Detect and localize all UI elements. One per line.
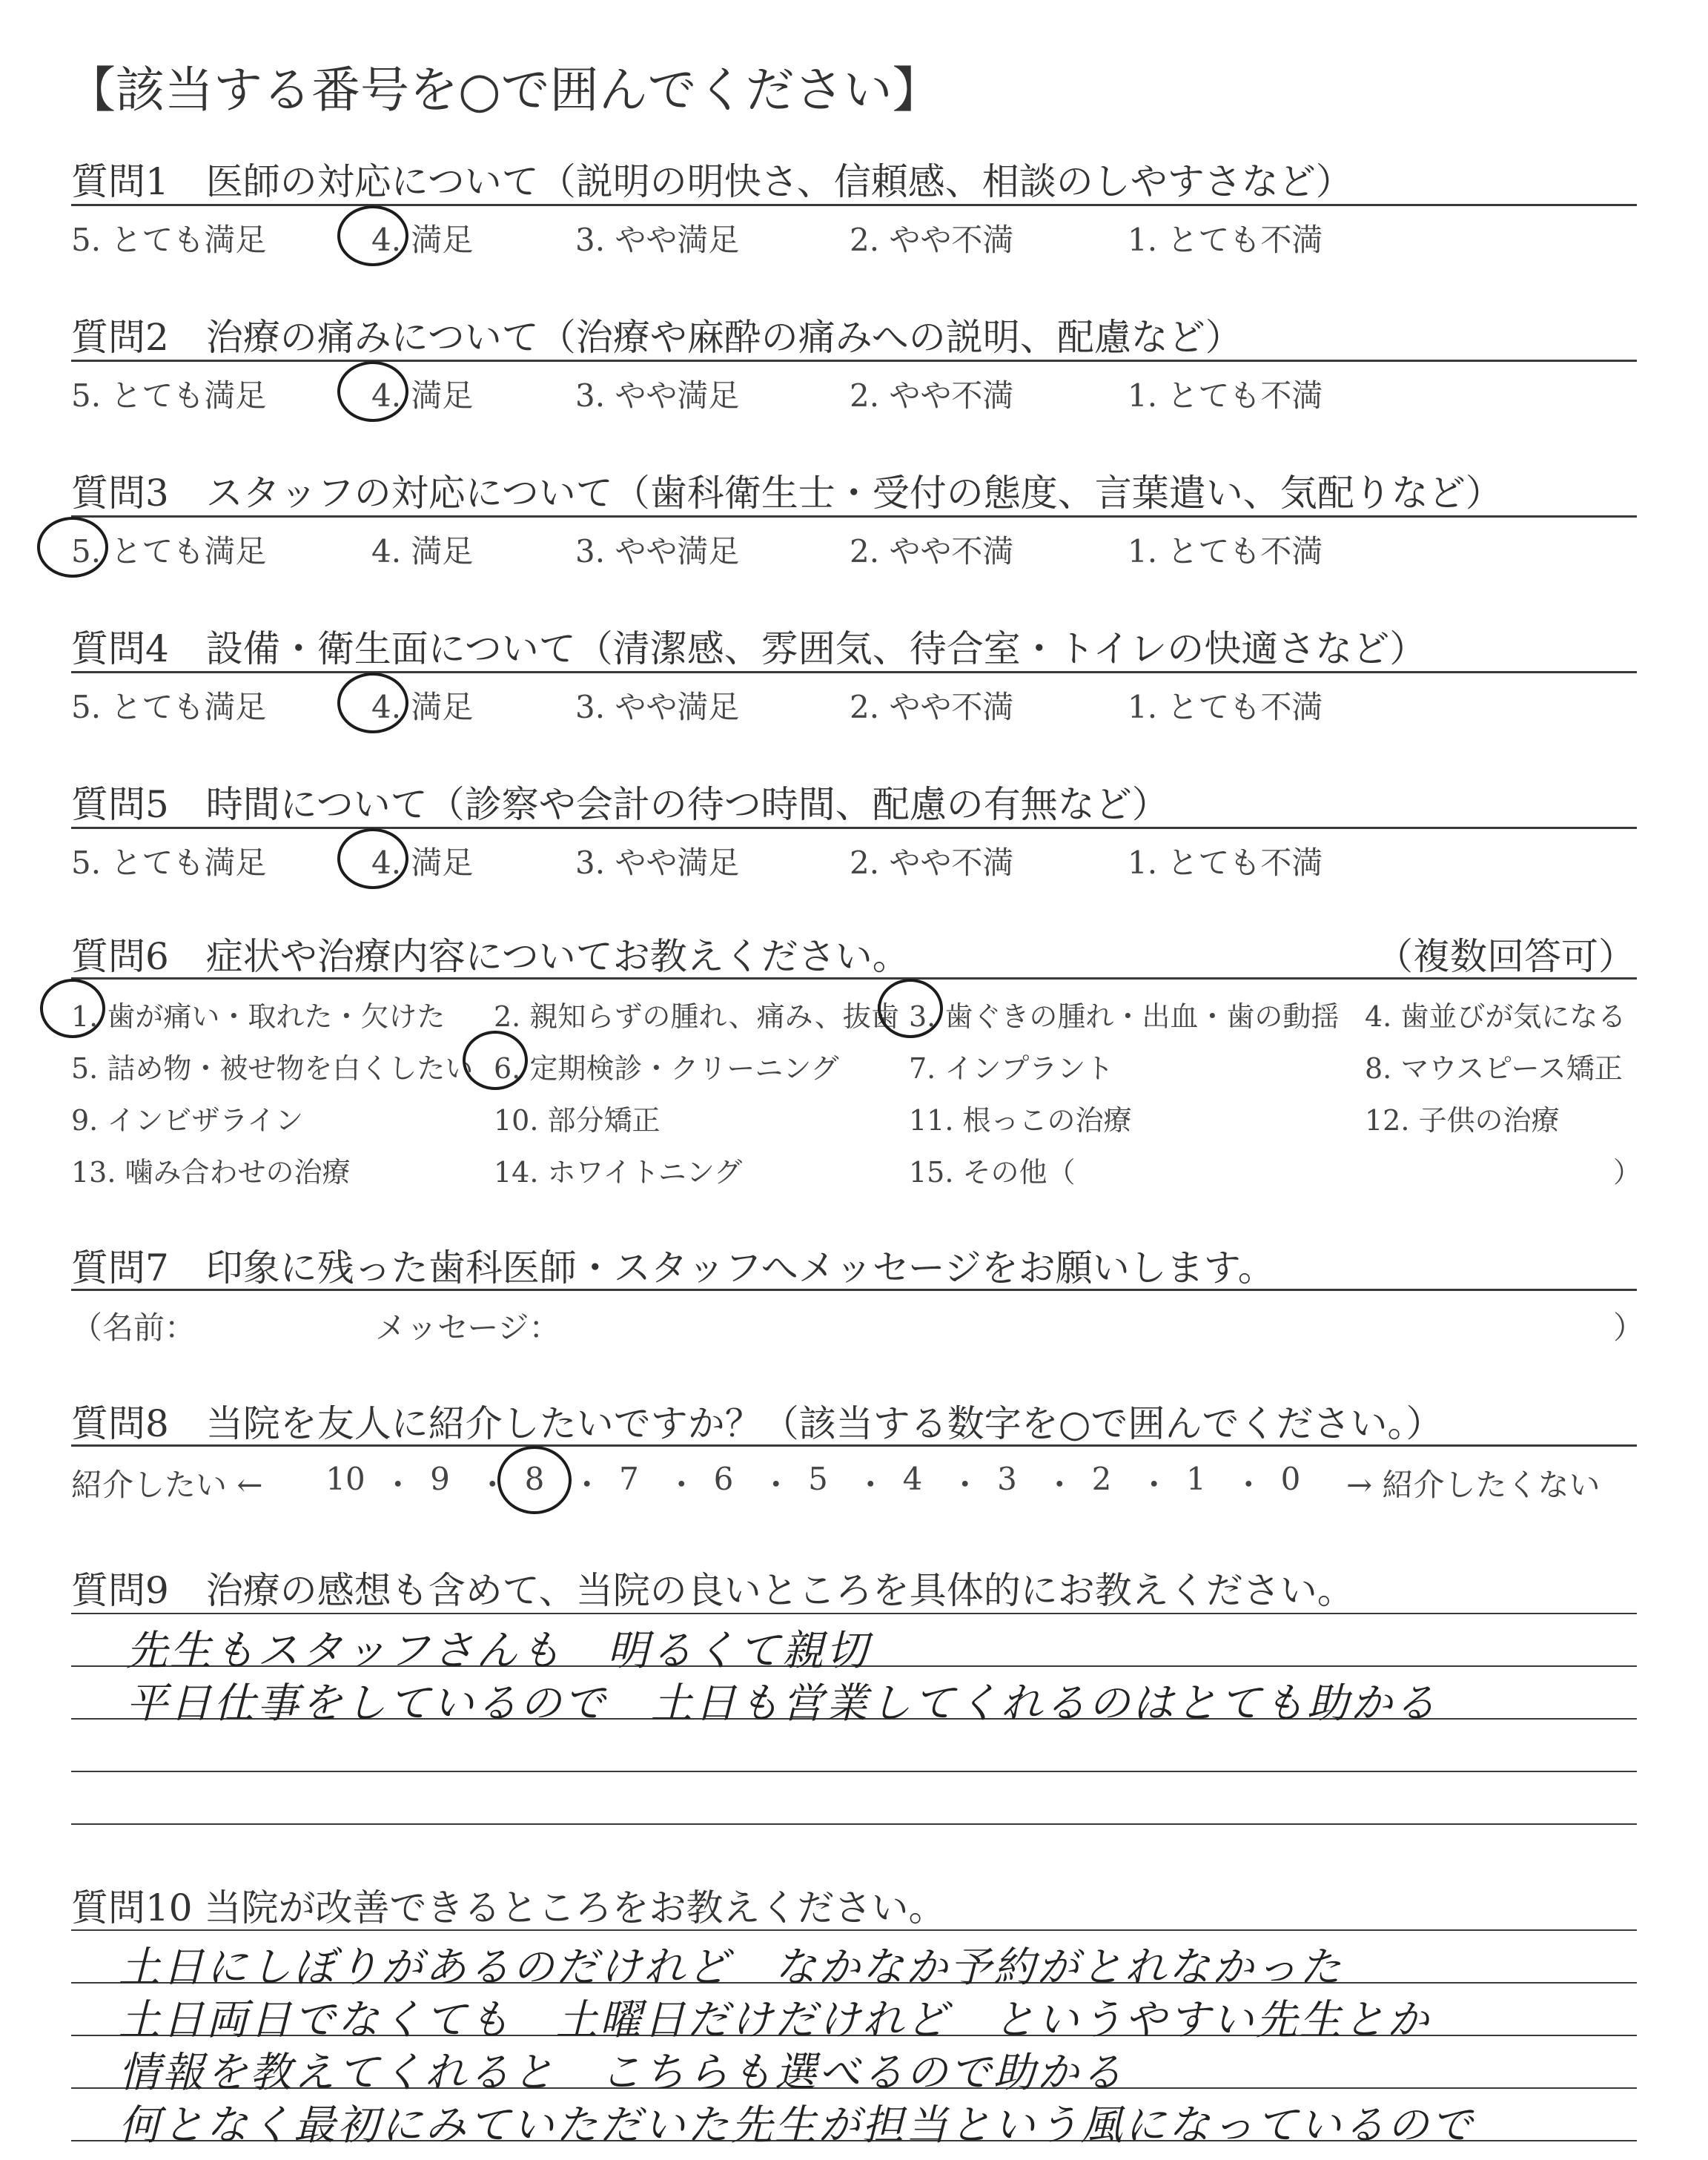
question-3-title: 質問3 スタッフの対応について（歯科衛生士・受付の態度、言葉遣い、気配りなど） xyxy=(71,472,1503,515)
scale-value-0[interactable]: 0 xyxy=(1280,1461,1301,1497)
rating-option-4[interactable]: 4. 満足 xyxy=(371,533,474,569)
scale-left-label: 紹介したい ← xyxy=(71,1467,263,1503)
other-close-paren: ） xyxy=(1613,1156,1642,1189)
scale-separator: ・ xyxy=(571,1467,603,1503)
scale-value-2[interactable]: 2 xyxy=(1091,1461,1112,1497)
symptom-option[interactable]: 13. 噛み合わせの治療 xyxy=(71,1156,351,1189)
q10-answer-line-4: 何となく最初にみていただいた先生が担当という風になっているので xyxy=(119,2101,1474,2150)
rating-option-3[interactable]: 3. やや満足 xyxy=(575,222,740,258)
question-4-title: 質問4 設備・衛生面について（清潔感、雰囲気、待合室・トイレの快適さなど） xyxy=(71,627,1427,670)
selected-circle-mark xyxy=(40,979,105,1038)
question-6-title: 質問6 症状や治療内容についてお教えください。 xyxy=(71,935,910,978)
page-title: 【該当する番号を○で囲んでください】 xyxy=(67,62,941,119)
rating-option-5[interactable]: 5. とても満足 xyxy=(71,533,267,569)
scale-value-8[interactable]: 8 xyxy=(524,1461,545,1497)
symptom-option[interactable]: 3. 歯ぐきの腫れ・出血・歯の動揺 xyxy=(909,1000,1340,1033)
question-8-title: 質問8 当院を友人に紹介したいですか？（該当する数字を○で囲んでください。） xyxy=(71,1402,1443,1445)
question-5 xyxy=(71,775,1637,901)
rating-option-4[interactable]: 4. 満足 xyxy=(371,689,474,725)
rating-option-3[interactable]: 3. やや満足 xyxy=(575,845,740,881)
question-5-title: 質問5 時間について（診察や会計の待つ時間、配慮の有無など） xyxy=(71,783,1169,826)
rating-option-1[interactable]: 1. とても不満 xyxy=(1128,845,1323,881)
rating-option-2[interactable]: 2. やや不満 xyxy=(850,222,1014,258)
selected-circle-mark xyxy=(878,979,943,1038)
rating-option-4[interactable]: 4. 満足 xyxy=(371,377,474,414)
question-10-title: 質問10 当院が改善できるところをお教えください。 xyxy=(71,1886,946,1929)
name-label: （名前： xyxy=(71,1309,196,1346)
scale-value-9[interactable]: 9 xyxy=(430,1461,450,1497)
question-6 xyxy=(71,927,1642,1194)
rating-option-2[interactable]: 2. やや不満 xyxy=(850,845,1014,881)
rating-option-3[interactable]: 3. やや満足 xyxy=(575,689,740,725)
scale-separator: ・ xyxy=(477,1467,509,1503)
rating-option-1[interactable]: 1. とても不満 xyxy=(1128,689,1323,725)
scale-separator: ・ xyxy=(382,1467,414,1503)
selected-circle-mark xyxy=(337,361,408,422)
symptom-option[interactable]: 2. 親知らずの腫れ、痛み、抜歯 xyxy=(494,1000,899,1033)
rating-option-2[interactable]: 2. やや不満 xyxy=(850,689,1014,725)
question-2-title: 質問2 治療の痛みについて（治療や麻酔の痛みへの説明、配慮など） xyxy=(71,316,1242,359)
symptom-option[interactable]: 4. 歯並びが気になる xyxy=(1365,1000,1626,1033)
symptom-option[interactable]: 1. 歯が痛い・取れた・欠けた xyxy=(71,1000,446,1033)
scale-value-1[interactable]: 1 xyxy=(1186,1461,1206,1497)
symptom-option[interactable]: 7. インプラント xyxy=(909,1052,1114,1085)
question-6-note: （複数回答可） xyxy=(1376,935,1635,978)
symptom-option[interactable]: 15. その他（ xyxy=(909,1156,1076,1189)
q10-answer-line-3: 情報を教えてくれると こちらも選べるので助かる xyxy=(119,2049,1125,2097)
rating-option-5[interactable]: 5. とても満足 xyxy=(71,845,267,881)
message-close: ） xyxy=(1613,1309,1645,1346)
selected-circle-mark xyxy=(337,205,408,266)
question-1-title: 質問1 医師の対応について（説明の明快さ、信頼感、相談のしやすさなど） xyxy=(71,160,1353,203)
scale-value-3[interactable]: 3 xyxy=(997,1461,1017,1497)
scale-separator: ・ xyxy=(760,1467,792,1503)
symptom-option[interactable]: 14. ホワイトニング xyxy=(494,1156,743,1189)
scale-separator: ・ xyxy=(855,1467,887,1503)
symptom-option[interactable]: 9. インビザライン xyxy=(71,1104,304,1137)
q10-answer-line-1: 土日にしぼりがあるのだけれど なかなか予約がとれなかった xyxy=(119,1943,1343,1992)
scale-separator: ・ xyxy=(1233,1467,1265,1503)
symptom-option[interactable]: 10. 部分矯正 xyxy=(494,1104,661,1137)
question-4 xyxy=(71,619,1637,745)
q9-answer-line-2: 平日仕事をしているので 土日も営業してくれるのはとても助かる xyxy=(126,1680,1438,1728)
selected-circle-mark xyxy=(337,673,408,733)
q10-answer-line-2: 土日両日でなくても 土曜日だけだけれど というやすい先生とか xyxy=(119,1996,1431,2044)
symptom-option[interactable]: 6. 定期検診・クリーニング xyxy=(494,1052,839,1085)
scale-separator: ・ xyxy=(1044,1467,1076,1503)
message-label: メッセージ： xyxy=(375,1309,560,1346)
scale-value-4[interactable]: 4 xyxy=(902,1461,923,1497)
question-3 xyxy=(71,463,1637,589)
symptom-option[interactable]: 11. 根っこの治療 xyxy=(909,1104,1132,1137)
rating-option-1[interactable]: 1. とても不満 xyxy=(1128,533,1323,569)
scale-value-7[interactable]: 7 xyxy=(619,1461,639,1497)
question-7-title: 質問7 印象に残った歯科医師・スタッフへメッセージをお願いします。 xyxy=(71,1246,1275,1289)
symptom-option[interactable]: 12. 子供の治療 xyxy=(1365,1104,1560,1137)
rating-option-1[interactable]: 1. とても不満 xyxy=(1128,377,1323,414)
symptom-option[interactable]: 8. マウスピース矯正 xyxy=(1365,1052,1623,1085)
question-8 xyxy=(71,1394,1637,1505)
question-7 xyxy=(71,1238,1645,1350)
question-9-title: 質問9 治療の感想も含めて、当院の良いところを具体的にお教えください。 xyxy=(71,1569,1354,1612)
rating-option-3[interactable]: 3. やや満足 xyxy=(575,533,740,569)
selected-circle-mark xyxy=(37,517,108,578)
selected-circle-mark xyxy=(497,1446,572,1514)
rating-option-5[interactable]: 5. とても満足 xyxy=(71,689,267,725)
rating-option-5[interactable]: 5. とても満足 xyxy=(71,377,267,414)
scale-separator: ・ xyxy=(1138,1467,1170,1503)
q9-answer-line-1: 先生もスタッフさんも 明るくて親切 xyxy=(126,1627,870,1675)
scale-separator: ・ xyxy=(666,1467,698,1503)
scale-separator: ・ xyxy=(949,1467,981,1503)
rating-option-4[interactable]: 4. 満足 xyxy=(371,222,474,258)
rating-option-4[interactable]: 4. 満足 xyxy=(371,845,474,881)
question-1 xyxy=(71,152,1637,278)
scale-right-label: → 紹介したくない xyxy=(1346,1467,1601,1503)
selected-circle-mark xyxy=(337,828,408,889)
scale-value-10[interactable]: 10 xyxy=(325,1461,365,1497)
selected-circle-mark xyxy=(463,1031,528,1090)
rating-option-1[interactable]: 1. とても不満 xyxy=(1128,222,1323,258)
scale-value-6[interactable]: 6 xyxy=(713,1461,734,1497)
rating-option-5[interactable]: 5. とても満足 xyxy=(71,222,267,258)
rating-option-2[interactable]: 2. やや不満 xyxy=(850,377,1014,414)
symptom-option[interactable]: 5. 詰め物・被せ物を白くしたい xyxy=(71,1052,474,1085)
scale-value-5[interactable]: 5 xyxy=(808,1461,828,1497)
rating-option-3[interactable]: 3. やや満足 xyxy=(575,377,740,414)
rating-option-2[interactable]: 2. やや不満 xyxy=(850,533,1014,569)
question-2 xyxy=(71,308,1637,434)
